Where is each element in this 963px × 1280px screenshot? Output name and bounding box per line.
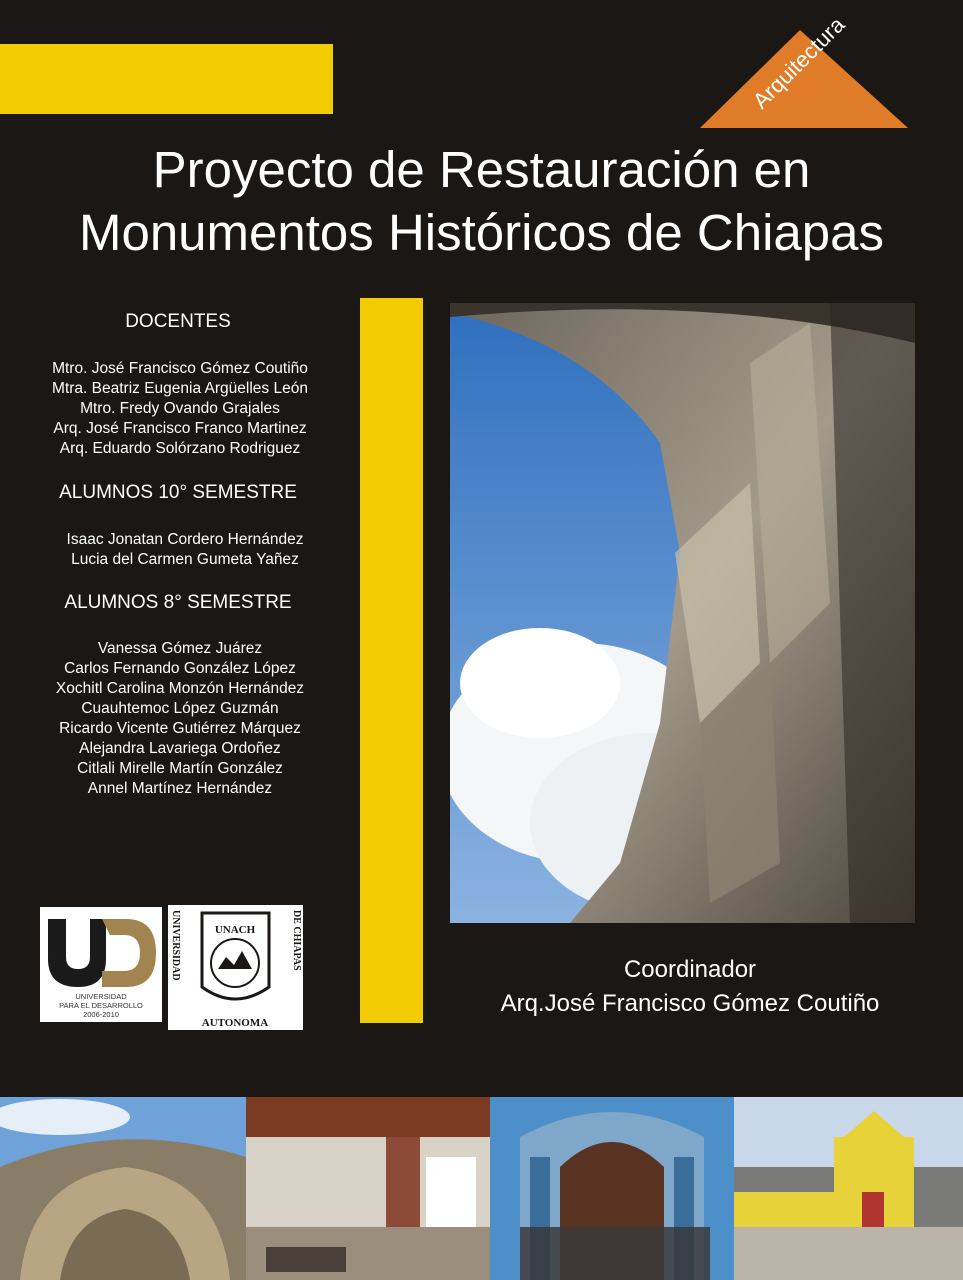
docentes-heading: DOCENTES: [125, 311, 231, 332]
alumnos8-list: [10, 639, 350, 799]
list-item: Annel Martínez Hernández: [87, 780, 273, 797]
arch-photo: [450, 303, 915, 923]
list-item: Cuauhtemoc López Guzmán: [81, 700, 279, 717]
title-line-2: Monumentos Históricos de Chiapas: [78, 204, 885, 261]
ud-logo-line2: PARA EL DESARROLLO: [59, 1001, 143, 1010]
alumnos8-heading: ALUMNOS 8° SEMESTRE: [64, 592, 292, 613]
alumnos10-list: [15, 530, 355, 570]
coordinator-label: Coordinador: [623, 956, 757, 983]
list-item: Alejandra Lavariega Ordoñez: [79, 740, 281, 757]
strip-photo-interior: [246, 1097, 490, 1280]
list-item: Isaac Jonatan Cordero Hernández: [66, 531, 304, 548]
badge-label: Arquitectura: [747, 11, 850, 114]
unach-center-text: UNACH: [214, 924, 256, 936]
ud-logo-line3: 2006-2010: [83, 1010, 119, 1019]
arquitectura-roof-badge: [700, 8, 940, 128]
ud-logo-line1: UNIVERSIDAD: [75, 992, 127, 1001]
unach-bottom-text: AUTONOMA: [201, 1017, 269, 1029]
strip-photo-church: [734, 1097, 963, 1280]
list-item: Mtra. Beatriz Eugenia Argüelles León: [52, 380, 308, 397]
unach-left-text: UNIVERSIDAD: [170, 910, 181, 981]
list-item: Citlali Mirelle Martín González: [77, 760, 283, 777]
yellow-bar-middle: [360, 298, 423, 1023]
strip-photo-vault: [0, 1097, 246, 1280]
list-item: Arq. Eduardo Solórzano Rodriguez: [59, 440, 301, 457]
strip-photo-group: [490, 1097, 734, 1280]
list-item: Carlos Fernando González López: [64, 660, 296, 677]
yellow-bar-top: [0, 44, 333, 114]
unach-right-text: DE CHIAPAS: [291, 910, 302, 971]
list-item: Ricardo Vicente Gutiérrez Márquez: [59, 720, 301, 737]
list-item: Vanessa Gómez Juárez: [97, 640, 263, 657]
docentes-list: [10, 359, 350, 459]
ud-logo: [40, 907, 162, 1022]
unach-logo: [168, 905, 303, 1030]
alumnos10-heading: ALUMNOS 10° SEMESTRE: [59, 482, 297, 503]
title-line-1: Proyecto de Restauración en: [152, 141, 811, 198]
list-item: Mtro. Fredy Ovando Grajales: [80, 400, 280, 417]
list-item: Arq. José Francisco Franco Martinez: [53, 420, 307, 437]
list-item: Mtro. José Francisco Gómez Coutiño: [52, 360, 308, 377]
coordinator-name: Arq.José Francisco Gómez Coutiño: [500, 990, 880, 1017]
list-item: Lucia del Carmen Gumeta Yañez: [71, 551, 299, 568]
list-item: Xochitl Carolina Monzón Hernández: [55, 680, 305, 697]
